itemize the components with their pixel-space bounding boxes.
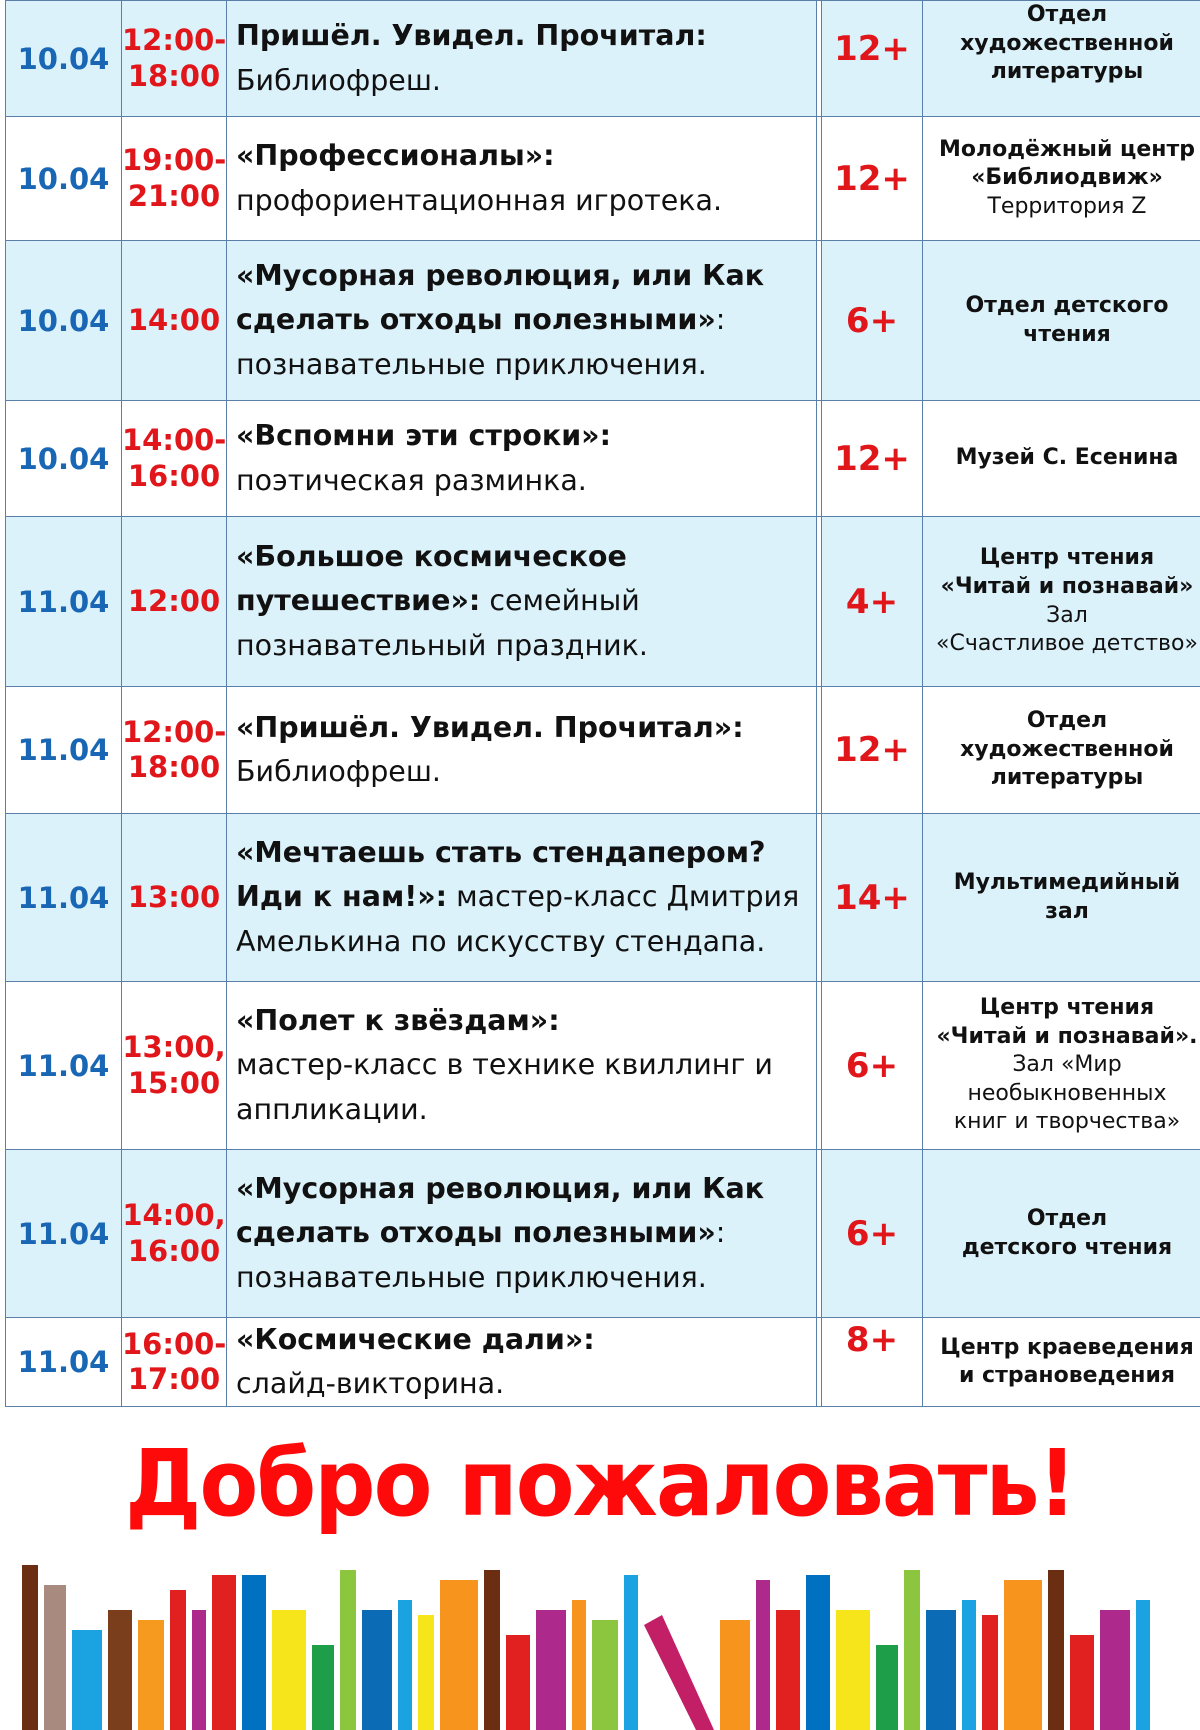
event-time: 13:00, 15:00 — [122, 982, 227, 1150]
location-name: Центр чтения «Читай и познавай». — [936, 995, 1198, 1049]
event-description — [227, 517, 817, 687]
event-description — [227, 1318, 817, 1407]
book-spine — [962, 1600, 976, 1730]
event-date: 11.04 — [6, 517, 122, 687]
location-name: Отдел детского чтения — [961, 1205, 1173, 1260]
location-name: Музей С. Есенина — [955, 445, 1179, 471]
table-row — [6, 1150, 1200, 1318]
age-rating: 12+ — [822, 687, 923, 814]
event-description — [227, 401, 817, 517]
book-spine — [212, 1575, 236, 1730]
event-location — [923, 517, 1200, 687]
event-description — [227, 814, 817, 982]
event-date: 11.04 — [6, 814, 122, 982]
book-spine — [806, 1575, 830, 1730]
event-details: : познавательные приключения. — [236, 303, 726, 381]
table-row — [6, 687, 1200, 814]
event-title: «Полет к звёздам»: — [236, 1004, 560, 1038]
location-room: Территория Z — [987, 193, 1147, 219]
event-date: 10.04 — [6, 117, 122, 241]
event-description — [227, 1, 817, 117]
event-location — [923, 241, 1200, 401]
location-name: Отдел художественной литературы — [960, 2, 1174, 85]
event-time: 13:00 — [122, 814, 227, 982]
welcome-banner: Добро пожаловать! — [125, 1430, 1075, 1537]
event-title: «Вспомни эти строки»: — [236, 419, 611, 453]
event-details: : познавательные приключения. — [236, 1216, 726, 1294]
location-name: Молодёжный центр «Библиодвиж» — [939, 136, 1195, 191]
book-spine — [44, 1585, 66, 1730]
book-spine — [1004, 1580, 1042, 1730]
event-location — [923, 1318, 1200, 1407]
location-name: Отдел художественной литературы — [960, 708, 1174, 791]
event-details: семейный познавательный праздник. — [236, 584, 648, 662]
table-row — [6, 1318, 1200, 1407]
event-date: 11.04 — [6, 1150, 122, 1318]
location-name: Центр краеведения и страноведения — [940, 1334, 1194, 1389]
event-date: 10.04 — [6, 401, 122, 517]
book-spine — [192, 1610, 206, 1730]
event-details: поэтическая разминка. — [236, 463, 587, 497]
event-title: «Космические дали»: — [236, 1323, 595, 1356]
location-room: Зал «Счастливое детство» — [936, 602, 1198, 657]
event-details: мастер-класс Дмитрия Амелькина по искусству стендапа. — [236, 880, 800, 958]
event-title: «Мечтаешь стать стендапером? Иди к нам!»: — [236, 836, 766, 914]
event-title: «Пришёл. Увидел. Прочитал»: — [236, 710, 744, 744]
event-description — [227, 117, 817, 241]
event-details: мастер-класс в технике квиллинг и аппликации. — [236, 1048, 773, 1126]
book-spine — [362, 1610, 392, 1730]
event-title: «Большое космическое путешествие»: — [236, 540, 627, 618]
book-spine — [440, 1580, 478, 1730]
age-rating: 12+ — [822, 1, 923, 117]
book-spine — [982, 1615, 998, 1730]
event-description — [227, 982, 817, 1150]
book-spine — [22, 1565, 38, 1730]
book-spine — [592, 1620, 618, 1730]
event-date: 11.04 — [6, 687, 122, 814]
events-table — [5, 0, 1200, 1407]
event-date: 10.04 — [6, 241, 122, 401]
book-spine — [776, 1610, 800, 1730]
event-title: Пришёл. Увидел. Прочитал: — [236, 19, 707, 53]
bookshelf-decoration — [0, 1555, 1200, 1730]
book-spine — [312, 1645, 334, 1730]
table-row — [6, 1, 1200, 117]
book-spine — [536, 1610, 566, 1730]
book-spine — [170, 1590, 186, 1730]
book-spine — [72, 1630, 102, 1730]
book-spine — [340, 1570, 356, 1730]
event-time: 12:00- 18:00 — [122, 687, 227, 814]
book-spine — [904, 1570, 920, 1730]
event-time: 16:00- 17:00 — [122, 1318, 227, 1407]
event-location — [923, 117, 1200, 241]
book-spine — [876, 1645, 898, 1730]
book-spine — [1070, 1635, 1094, 1730]
event-title: «Профессионалы»: — [236, 139, 555, 173]
event-date: 11.04 — [6, 982, 122, 1150]
location-room: Зал «Мир необыкновенных книг и творчества» — [953, 1052, 1181, 1135]
location-name: Мультимедийный зал — [953, 869, 1181, 924]
table-row — [6, 401, 1200, 517]
age-rating: 6+ — [822, 241, 923, 401]
event-time: 14:00- 16:00 — [122, 401, 227, 517]
event-location — [923, 814, 1200, 982]
book-spine — [644, 1615, 714, 1730]
event-details: Библиофреш. — [236, 755, 441, 788]
book-spine — [138, 1620, 164, 1730]
event-location — [923, 982, 1200, 1150]
event-time: 19:00- 21:00 — [122, 117, 227, 241]
table-row — [6, 117, 1200, 241]
table-row — [6, 517, 1200, 687]
event-location — [923, 687, 1200, 814]
age-rating: 6+ — [822, 1150, 923, 1318]
age-rating: 6+ — [822, 982, 923, 1150]
event-location — [923, 1150, 1200, 1318]
event-title: «Мусорная революция, или Как сделать отходы полезными» — [236, 259, 765, 337]
book-spine — [506, 1635, 530, 1730]
event-description — [227, 241, 817, 401]
event-time: 12:00- 18:00 — [122, 1, 227, 117]
book-spine — [572, 1600, 586, 1730]
book-spine — [108, 1610, 132, 1730]
event-description — [227, 1150, 817, 1318]
book-spine — [1100, 1610, 1130, 1730]
book-spine — [720, 1620, 750, 1730]
event-description — [227, 687, 817, 814]
book-spine — [624, 1575, 638, 1730]
event-title: «Мусорная революция, или Как сделать отходы полезными» — [236, 1172, 765, 1250]
book-spine — [242, 1575, 266, 1730]
book-spine — [756, 1580, 770, 1730]
event-details: Библиофреш. — [236, 63, 441, 97]
book-spine — [1048, 1570, 1064, 1730]
book-spine — [836, 1610, 870, 1730]
book-spine — [418, 1615, 434, 1730]
location-name: Центр чтения «Читай и познавай» — [940, 545, 1194, 599]
age-rating: 12+ — [822, 117, 923, 241]
event-location — [923, 1, 1200, 117]
book-spine — [484, 1570, 500, 1730]
book-spine — [398, 1600, 412, 1730]
age-rating: 14+ — [822, 814, 923, 982]
age-rating: 4+ — [822, 517, 923, 687]
location-name: Отдел детского чтения — [965, 292, 1169, 347]
event-time: 14:00 — [122, 241, 227, 401]
table-row — [6, 982, 1200, 1150]
event-time: 12:00 — [122, 517, 227, 687]
book-spine — [1136, 1600, 1150, 1730]
event-details: профориентационная игротека. — [236, 183, 723, 217]
age-rating: 12+ — [822, 401, 923, 517]
book-spine — [272, 1610, 306, 1730]
event-details: слайд-викторина. — [236, 1367, 505, 1401]
table-row — [6, 241, 1200, 401]
table-row — [6, 814, 1200, 982]
event-date: 11.04 — [6, 1318, 122, 1407]
event-location — [923, 401, 1200, 517]
event-date: 10.04 — [6, 1, 122, 117]
age-rating: 8+ — [822, 1318, 923, 1407]
event-time: 14:00, 16:00 — [122, 1150, 227, 1318]
book-spine — [926, 1610, 956, 1730]
